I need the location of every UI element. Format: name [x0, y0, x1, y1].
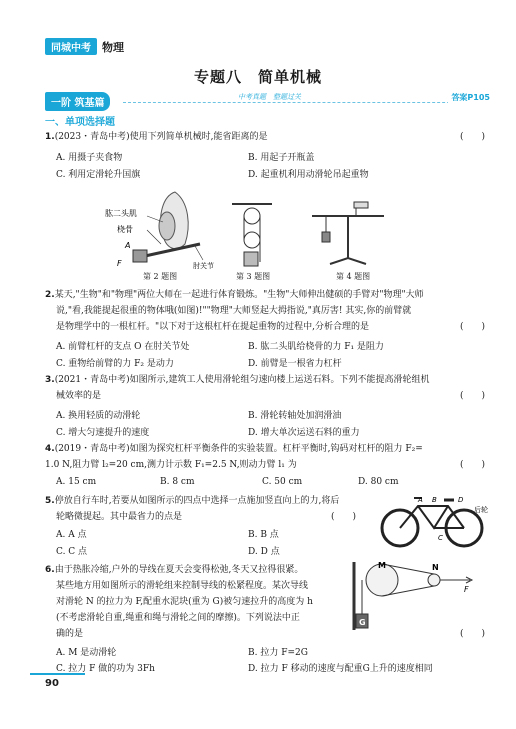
q1-option-a: A. 用摄子夹食物 — [56, 153, 123, 163]
q6-option-d: D. 拉力 F 移动的速度与配重G上升的速度相同 — [248, 664, 433, 674]
load-block — [244, 252, 258, 266]
section-band — [45, 92, 490, 108]
answer-page-link[interactable]: 答案P105 — [448, 92, 490, 103]
q2-line-1: 某天,"生物"和"物理"两位大师在一起进行体育锻炼。"生物"大师伸出健硕的手臂对"物理"大师 — [54, 290, 424, 300]
q1-text: (2023・青岛中考)使用下列简单机械时,能省距离的是 — [54, 132, 268, 142]
q5-line-2: 轮略微提起。其中最省力的点是 — [56, 512, 183, 522]
point-b: B — [432, 496, 437, 504]
q6-option-a: A. M 是动滑轮 — [56, 648, 117, 658]
label-f: F — [117, 259, 122, 268]
bone-leader — [147, 230, 161, 244]
figure-4-lever — [308, 196, 388, 270]
label-g: G — [359, 618, 366, 627]
q2-line-2: 说,"看,我能提起很重的物体哦(如图)!""物理"大师竖起大拇指说,"真厉害! 其实,你的前臂就 — [56, 306, 412, 316]
q5-number: 5. — [45, 496, 55, 506]
movable-pulley — [244, 232, 260, 248]
q6-line-2: 某些地方用如图所示的滑轮组来控制导线的松紧程度。某次导线 — [56, 581, 309, 591]
section-heading: 一、单项选择题 — [45, 117, 115, 128]
q2-answer-paren: ( ) — [459, 322, 485, 332]
q1-option-d: D. 起重机利用动滑轮吊起重物 — [248, 170, 369, 180]
q3-option-a: A. 换用轻质的动滑轮 — [56, 411, 141, 421]
question-5-cont — [56, 509, 356, 525]
joint-leader — [195, 246, 203, 260]
header-badge: 同城中考 — [45, 38, 97, 55]
rear-wheel-label: 后轮 — [474, 506, 488, 514]
q6-line-3: 对滑轮 N 的拉力为 F,配重水泥块(重为 G)被匀速拉升的高度为 h — [56, 597, 313, 607]
q3-line-2: 械效率的是 — [56, 391, 102, 401]
hook-weight — [322, 232, 330, 242]
q6-option-c: C. 拉力 F 做的功为 3Fh — [56, 664, 155, 674]
figure-4-caption: 第 4 题图 — [336, 272, 371, 281]
q3-option-d: D. 增大单次运送石料的重力 — [248, 428, 360, 438]
fixed-pulley — [244, 208, 260, 224]
header-subject: 物理 — [102, 40, 124, 54]
question-4 — [45, 441, 485, 457]
q2-option-c: C. 重物给前臂的力 F₂ 是动力 — [56, 359, 174, 369]
q3-line-1: (2021・青岛中考)如图所示,建筑工人使用滑轮组匀速向楼上运送石料。下列不能提高滑轮组机 — [54, 375, 430, 385]
spring-scale — [354, 202, 368, 208]
label-muscle: 肱二头肌 — [105, 209, 137, 218]
q3-number: 3. — [45, 375, 55, 385]
q5-option-a: A. A 点 — [56, 530, 87, 540]
figure-5-bicycle — [378, 490, 490, 550]
label-n: N — [432, 563, 439, 572]
q1-option-c: C. 利用定滑轮升国旗 — [56, 170, 141, 180]
q3-option-c: C. 增大匀速提升的速度 — [56, 428, 150, 438]
q1-option-b: B. 用起子开瓶盖 — [248, 153, 315, 163]
question-3-cont — [56, 388, 485, 404]
stand-base — [330, 258, 366, 264]
q4-option-a: A. 15 cm — [56, 477, 97, 487]
question-4-cont — [45, 457, 485, 473]
question-1 — [45, 129, 485, 145]
q6-answer-paren: ( ) — [459, 629, 485, 639]
page-header — [45, 38, 124, 55]
point-d: D — [458, 496, 464, 504]
question-2 — [45, 287, 485, 303]
q6-option-b: B. 拉力 F=2G — [248, 648, 308, 658]
question-2-cont — [56, 319, 485, 335]
q6-line-4: (不考虑滑轮自重,绳重和绳与滑轮之间的摩擦)。下列说法中正 — [56, 613, 300, 623]
label-a: A — [125, 241, 131, 250]
q6-number: 6. — [45, 565, 55, 575]
figure-3-caption: 第 3 题图 — [236, 272, 271, 281]
q5-option-d: D. D 点 — [248, 547, 280, 557]
q2-option-d: D. 前臂是一根省力杠杆 — [248, 359, 342, 369]
label-bone: 桡骨 — [117, 225, 133, 234]
q5-option-b: B. B 点 — [248, 530, 279, 540]
q4-line-2: 1.0 N,阻力臂 l₂=20 cm,测力计示数 F₁=2.5 N,则动力臂 l₁ 为 — [45, 460, 297, 470]
q1-answer-paren: ( ) — [459, 132, 485, 142]
q4-number: 4. — [45, 444, 55, 454]
label-f: F — [464, 585, 469, 594]
q3-option-b: B. 滑轮转轴处加润滑油 — [248, 411, 342, 421]
figure-3-pulley — [232, 202, 272, 270]
q4-line-1: (2019・青岛中考)如图为探究杠杆平衡条件的实验装置。杠杆平衡时,钩码对杠杆的阻力 F₂= — [54, 444, 423, 454]
q5-answer-paren: ( ) — [330, 512, 356, 522]
label-m: M — [378, 561, 386, 570]
question-5 — [45, 493, 385, 509]
q5-option-c: C. C 点 — [56, 547, 88, 557]
figure-6-pulley-system — [348, 558, 478, 636]
figure-2-arm — [105, 186, 225, 270]
page-title: 专题八 简单机械 — [193, 68, 322, 86]
pulley-n — [428, 574, 440, 586]
footer-rule — [30, 673, 85, 675]
figure-2-caption: 第 2 题图 — [143, 272, 178, 281]
point-a: A — [418, 496, 423, 504]
q1-number: 1. — [45, 132, 55, 142]
q4-answer-paren: ( ) — [459, 460, 485, 470]
q3-answer-paren: ( ) — [459, 391, 485, 401]
question-6 — [45, 562, 345, 578]
q6-line-1: 由于热胀冷缩,户外的导线在夏天会变得松弛,冬天又拉得很紧。 — [54, 565, 304, 575]
q2-line-3: 是物理学中的一根杠杆。"以下对于这根杠杆在提起重物的过程中,分析合理的是 — [56, 322, 370, 332]
q2-option-a: A. 前臂杠杆的支点 O 在肘关节处 — [56, 342, 190, 352]
q2-option-b: B. 肱二头肌给桡骨的力 F₁ 是阻力 — [248, 342, 384, 352]
q4-option-b: B. 8 cm — [160, 477, 195, 487]
q6-line-5: 确的是 — [56, 629, 84, 639]
label-joint: 肘关节 — [193, 262, 214, 270]
band-divider — [123, 102, 490, 103]
q5-line-1: 停放自行车时,若要从如图所示的四点中选择一点施加竖直向上的力,将后 — [54, 496, 340, 506]
page-number: 90 — [45, 678, 59, 689]
biceps-muscle — [159, 212, 175, 240]
q4-option-d: D. 80 cm — [358, 477, 399, 487]
q4-option-c: C. 50 cm — [262, 477, 303, 487]
weight-block — [133, 250, 147, 262]
band-middle-text: 中考真题 整题过关 — [235, 92, 304, 102]
question-3 — [45, 372, 485, 388]
q2-number: 2. — [45, 290, 55, 300]
bike-frame — [400, 506, 464, 528]
band-tag: 一阶 筑基篇 — [45, 92, 110, 111]
point-c: C — [438, 534, 443, 542]
